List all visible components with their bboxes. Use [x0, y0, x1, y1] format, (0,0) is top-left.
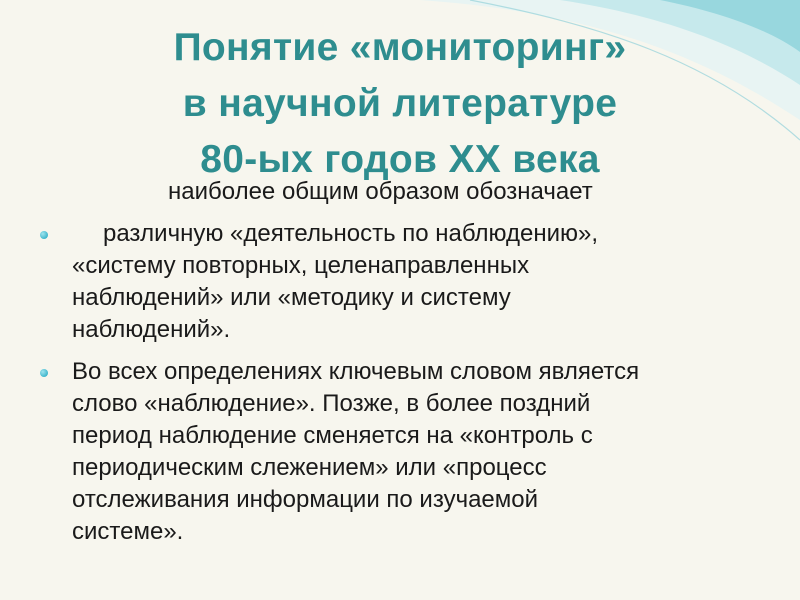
round-bullet-icon: [40, 369, 48, 377]
title-line-2: в научной литературе: [182, 82, 618, 125]
bullet-1-line-3: наблюдений» или «методику и систему: [72, 284, 511, 311]
title-line-3: 80-ых годов XX века: [200, 138, 600, 181]
slide-subtitle: наиболее общим образом обозначает: [168, 178, 593, 205]
bullet-2-line-5: отслеживания информации по изучаемой: [72, 486, 539, 513]
title-line-1: Понятие «мониторинг»: [173, 26, 627, 69]
bullet-1-line-2: «систему повторных, целенаправленных: [72, 252, 530, 279]
round-bullet-icon: [40, 231, 48, 239]
bullet-2-line-3: период наблюдение сменяется на «контроль с: [72, 422, 593, 449]
bullet-item-1: [36, 218, 756, 346]
bullet-list: [36, 218, 756, 558]
bullet-1-line-4: наблюдений».: [72, 316, 231, 343]
slide-title: [0, 20, 800, 188]
bullet-2-line-2: слово «наблюдение». Позже, в более поздний: [72, 390, 591, 417]
bullet-2-line-6: системе».: [72, 518, 184, 545]
bullet-2-line-4: периодическим слежением» или «процесс: [72, 454, 547, 481]
bullet-item-2: [36, 356, 756, 548]
bullet-1-line-1: различную «деятельность по наблюдению»,: [103, 220, 599, 247]
bullet-2-line-1: Во всех определениях ключевым словом является: [72, 358, 640, 385]
